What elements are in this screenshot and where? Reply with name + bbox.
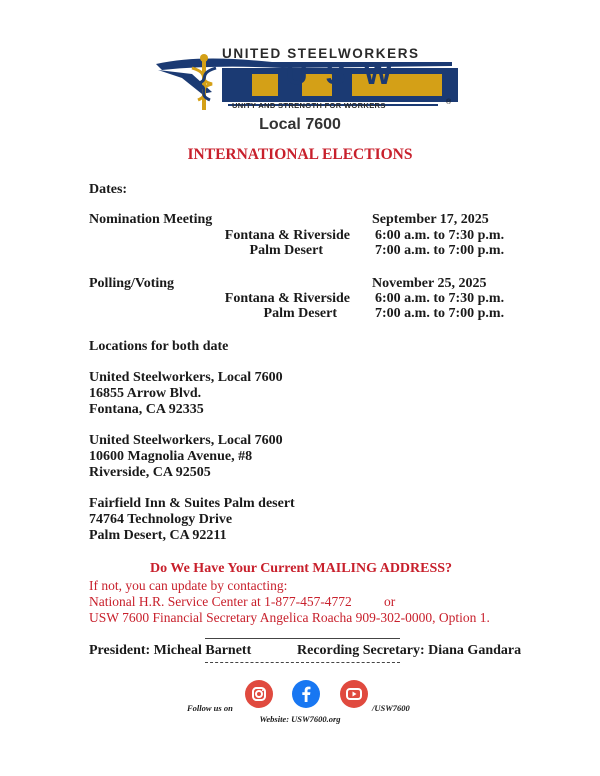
polling-label: Polling/Voting xyxy=(89,276,175,291)
local-number: Local 7600 xyxy=(259,116,341,133)
location-street: 74764 Technology Drive xyxy=(89,512,233,527)
nomination-label: Nomination Meeting xyxy=(89,212,213,227)
registered-mark: ® xyxy=(446,99,452,106)
location-street: 16855 Arrow Blvd. xyxy=(89,386,202,401)
website-link[interactable]: Website: USW7600.org xyxy=(259,714,341,724)
mailing-line-2: National H.R. Service Center at 1-877-457-4772 xyxy=(89,594,352,609)
location-block-palm-desert xyxy=(89,496,295,544)
signature-line-top xyxy=(205,638,400,639)
facebook-icon[interactable] xyxy=(292,680,320,708)
signature-line-bottom xyxy=(205,662,400,663)
polling-location-1: Fontana & Riverside xyxy=(224,291,350,306)
location-block-riverside xyxy=(89,433,283,481)
polling-date: November 25, 2025 xyxy=(372,276,487,291)
location-block-fontana xyxy=(89,370,283,418)
org-name: UNITED STEELWORKERS xyxy=(222,46,420,61)
tagline: UNITY AND STRENGTH FOR WORKERS xyxy=(232,101,386,110)
location-city: Riverside, CA 92505 xyxy=(89,465,211,480)
location-city: Palm Desert, CA 92211 xyxy=(89,528,227,543)
location-name: United Steelworkers, Local 7600 xyxy=(89,433,283,448)
mailing-heading: Do We Have Your Current MAILING ADDRESS? xyxy=(150,561,453,576)
location-name: Fairfield Inn & Suites Palm desert xyxy=(89,496,295,511)
logo-text: USW xyxy=(286,58,410,91)
polling-location-2: Palm Desert xyxy=(263,306,337,321)
social-handle[interactable]: /USW7600 xyxy=(372,703,410,713)
dates-label: Dates: xyxy=(89,182,128,197)
mailing-line-1: If not, you can update by contacting: xyxy=(89,578,288,593)
nomination-time-1: 6:00 a.m. to 7:30 p.m. xyxy=(375,228,505,243)
nomination-date: September 17, 2025 xyxy=(372,212,489,227)
nomination-location-2: Palm Desert xyxy=(249,243,323,258)
instagram-icon[interactable] xyxy=(245,680,273,708)
page-title: INTERNATIONAL ELECTIONS xyxy=(187,146,413,163)
nomination-time-2: 7:00 a.m. to 7:00 p.m. xyxy=(375,243,505,258)
location-name: United Steelworkers, Local 7600 xyxy=(89,370,283,385)
location-city: Fontana, CA 92335 xyxy=(89,402,204,417)
polling-time-2: 7:00 a.m. to 7:00 p.m. xyxy=(375,306,505,321)
nomination-location-1: Fontana & Riverside xyxy=(224,228,350,243)
youtube-icon[interactable] xyxy=(340,680,368,708)
locations-label: Locations for both date xyxy=(89,339,229,354)
president: President: Micheal Barnett xyxy=(89,643,252,658)
mailing-or: or xyxy=(384,594,396,609)
recording-secretary: Recording Secretary: Diana Gandara xyxy=(297,643,522,658)
location-street: 10600 Magnolia Avenue, #8 xyxy=(89,449,253,464)
mailing-line-3: USW 7600 Financial Secretary Angelica Roacha 909-302-0000, Option 1. xyxy=(89,610,490,625)
polling-time-1: 6:00 a.m. to 7:30 p.m. xyxy=(375,291,505,306)
follow-us-label: Follow us on xyxy=(187,703,233,713)
